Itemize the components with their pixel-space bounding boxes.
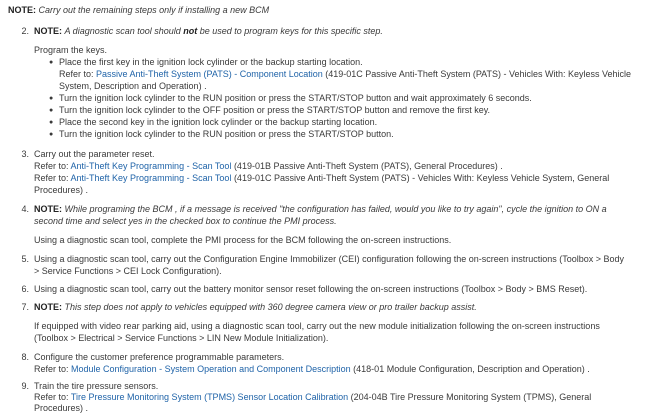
note-label: NOTE: [34, 204, 62, 214]
step-number: 5. [21, 254, 29, 264]
step-number: 9. [21, 381, 29, 391]
step-number: 4. [21, 204, 29, 214]
step3-ref-2 [34, 173, 609, 185]
bullet-icon: ● [49, 59, 54, 66]
module-configuration-link[interactable]: Module Configuration - System Operation and Component Description [71, 364, 351, 374]
top-note [8, 5, 269, 17]
anti-theft-key-programming-link[interactable]: Anti-Theft Key Programming - Scan Tool [70, 173, 232, 183]
note-label: NOTE: [34, 302, 62, 312]
step8-text: Configure the customer preference programmable parameters. [34, 352, 285, 362]
step9-ref-cont: Procedures) . [34, 403, 89, 413]
anti-theft-key-programming-link[interactable]: Anti-Theft Key Programming - Scan Tool [70, 161, 232, 171]
step2-bullet-1-ref [59, 69, 631, 81]
step9-ref [34, 392, 591, 404]
note-emphasis: not [183, 26, 198, 36]
note-text: While programing the BCM , if a message is received "the configuration has failed, would you like to try again", cycle the ignition to ON a [64, 204, 607, 214]
step2-intro: Program the keys. [34, 45, 108, 55]
bullet-icon: ● [49, 131, 54, 138]
ref-text: (418-01 Module Configuration, Description and Operation) . [350, 364, 590, 374]
step3-ref-2-cont: Procedures) . [34, 185, 89, 195]
bullet-icon: ● [49, 107, 54, 114]
step-number: 2. [21, 26, 29, 36]
refer-label: Refer to: [34, 392, 71, 402]
note-text: Carry out the remaining steps only if installing a new BCM [38, 5, 270, 15]
step2-bullet-2: Turn the ignition lock cylinder to the RUN position or press the START/STOP button and wait approximately 6 seconds. [59, 93, 532, 103]
step-number: 6. [21, 284, 29, 294]
step3-ref-1 [34, 161, 503, 173]
ref-text: (419-01C Passive Anti-Theft System (PATS) - Vehicles With: Keyless Vehicle [322, 69, 632, 79]
note-label: NOTE: [8, 5, 36, 15]
note-text: be used to program keys for this specific step. [197, 26, 383, 36]
bullet-icon: ● [49, 95, 54, 102]
step-number: 8. [21, 352, 29, 362]
refer-label: Refer to: [34, 161, 71, 171]
bullet-icon: ● [49, 119, 54, 126]
step4-note [34, 204, 607, 216]
note-text: A diagnostic scan tool should [64, 26, 184, 36]
ref-text: (419-01C Passive Anti-Theft System (PATS) - Vehicles With: Keyless Vehicle System, General [231, 173, 610, 183]
step5-text-cont: > Service Functions > CEI Lock Configuration). [34, 266, 222, 276]
refer-label: Refer to: [59, 69, 97, 79]
step6-text: Using a diagnostic scan tool, carry out the battery monitor sensor reset following the on-screen instructions (Toolbox > Body > BMS Reset). [34, 284, 588, 294]
step2-bullet-3: Turn the ignition lock cylinder to the OFF position or press the START/STOP button and remove the first key. [59, 105, 491, 115]
step-number: 3. [21, 149, 29, 159]
step8-ref [34, 364, 590, 376]
step2-bullet-1: Place the first key in the ignition lock cylinder or the backup starting location. [59, 57, 363, 67]
step2-bullet-1-cont: System, Description and Operation) . [59, 81, 207, 91]
pats-component-location-link[interactable]: Passive Anti-Theft System (PATS) - Component Location [96, 69, 323, 79]
ref-text: (204-04B Tire Pressure Monitoring System (TPMS), General [348, 392, 592, 402]
step3-text: Carry out the parameter reset. [34, 149, 155, 159]
step7-body-cont: (Toolbox > Electrical > Service Functions > LIN New Module Initialization). [34, 333, 329, 343]
step4-body: Using a diagnostic scan tool, complete the PMI process for the BCM following the on-screen instructions. [34, 235, 452, 245]
tpms-calibration-link[interactable]: Tire Pressure Monitoring System (TPMS) Sensor Location Calibration [70, 392, 349, 402]
step2-note [34, 26, 383, 38]
step7-note [34, 302, 477, 314]
refer-label: Refer to: [34, 364, 72, 374]
note-label: NOTE: [34, 26, 62, 36]
step5-text: Using a diagnostic scan tool, carry out the Configuration Engine Immobilizer (CEI) configuration following the on-screen instructions (Toolbox > Body [34, 254, 625, 264]
note-text: This step does not apply to vehicles equipped with 360 degree camera view or pro trailer backup assist. [64, 302, 477, 312]
step2-bullet-4: Place the second key in the ignition lock cylinder or the backup starting location. [59, 117, 378, 127]
step-number: 7. [21, 302, 29, 312]
step7-body: If equipped with video rear parking aid, using a diagnostic scan tool, carry out the new module initialization following the on-screen instructions [34, 321, 600, 331]
step9-text: Train the tire pressure sensors. [34, 381, 159, 391]
ref-text: (419-01B Passive Anti-Theft System (PATS), General Procedures) . [231, 161, 503, 171]
refer-label: Refer to: [34, 173, 71, 183]
step4-note-cont: second time and select yes in the checked box to continue the PMI process. [34, 216, 337, 226]
step2-bullet-5: Turn the ignition lock cylinder to the RUN position or press the START/STOP button. [59, 129, 394, 139]
